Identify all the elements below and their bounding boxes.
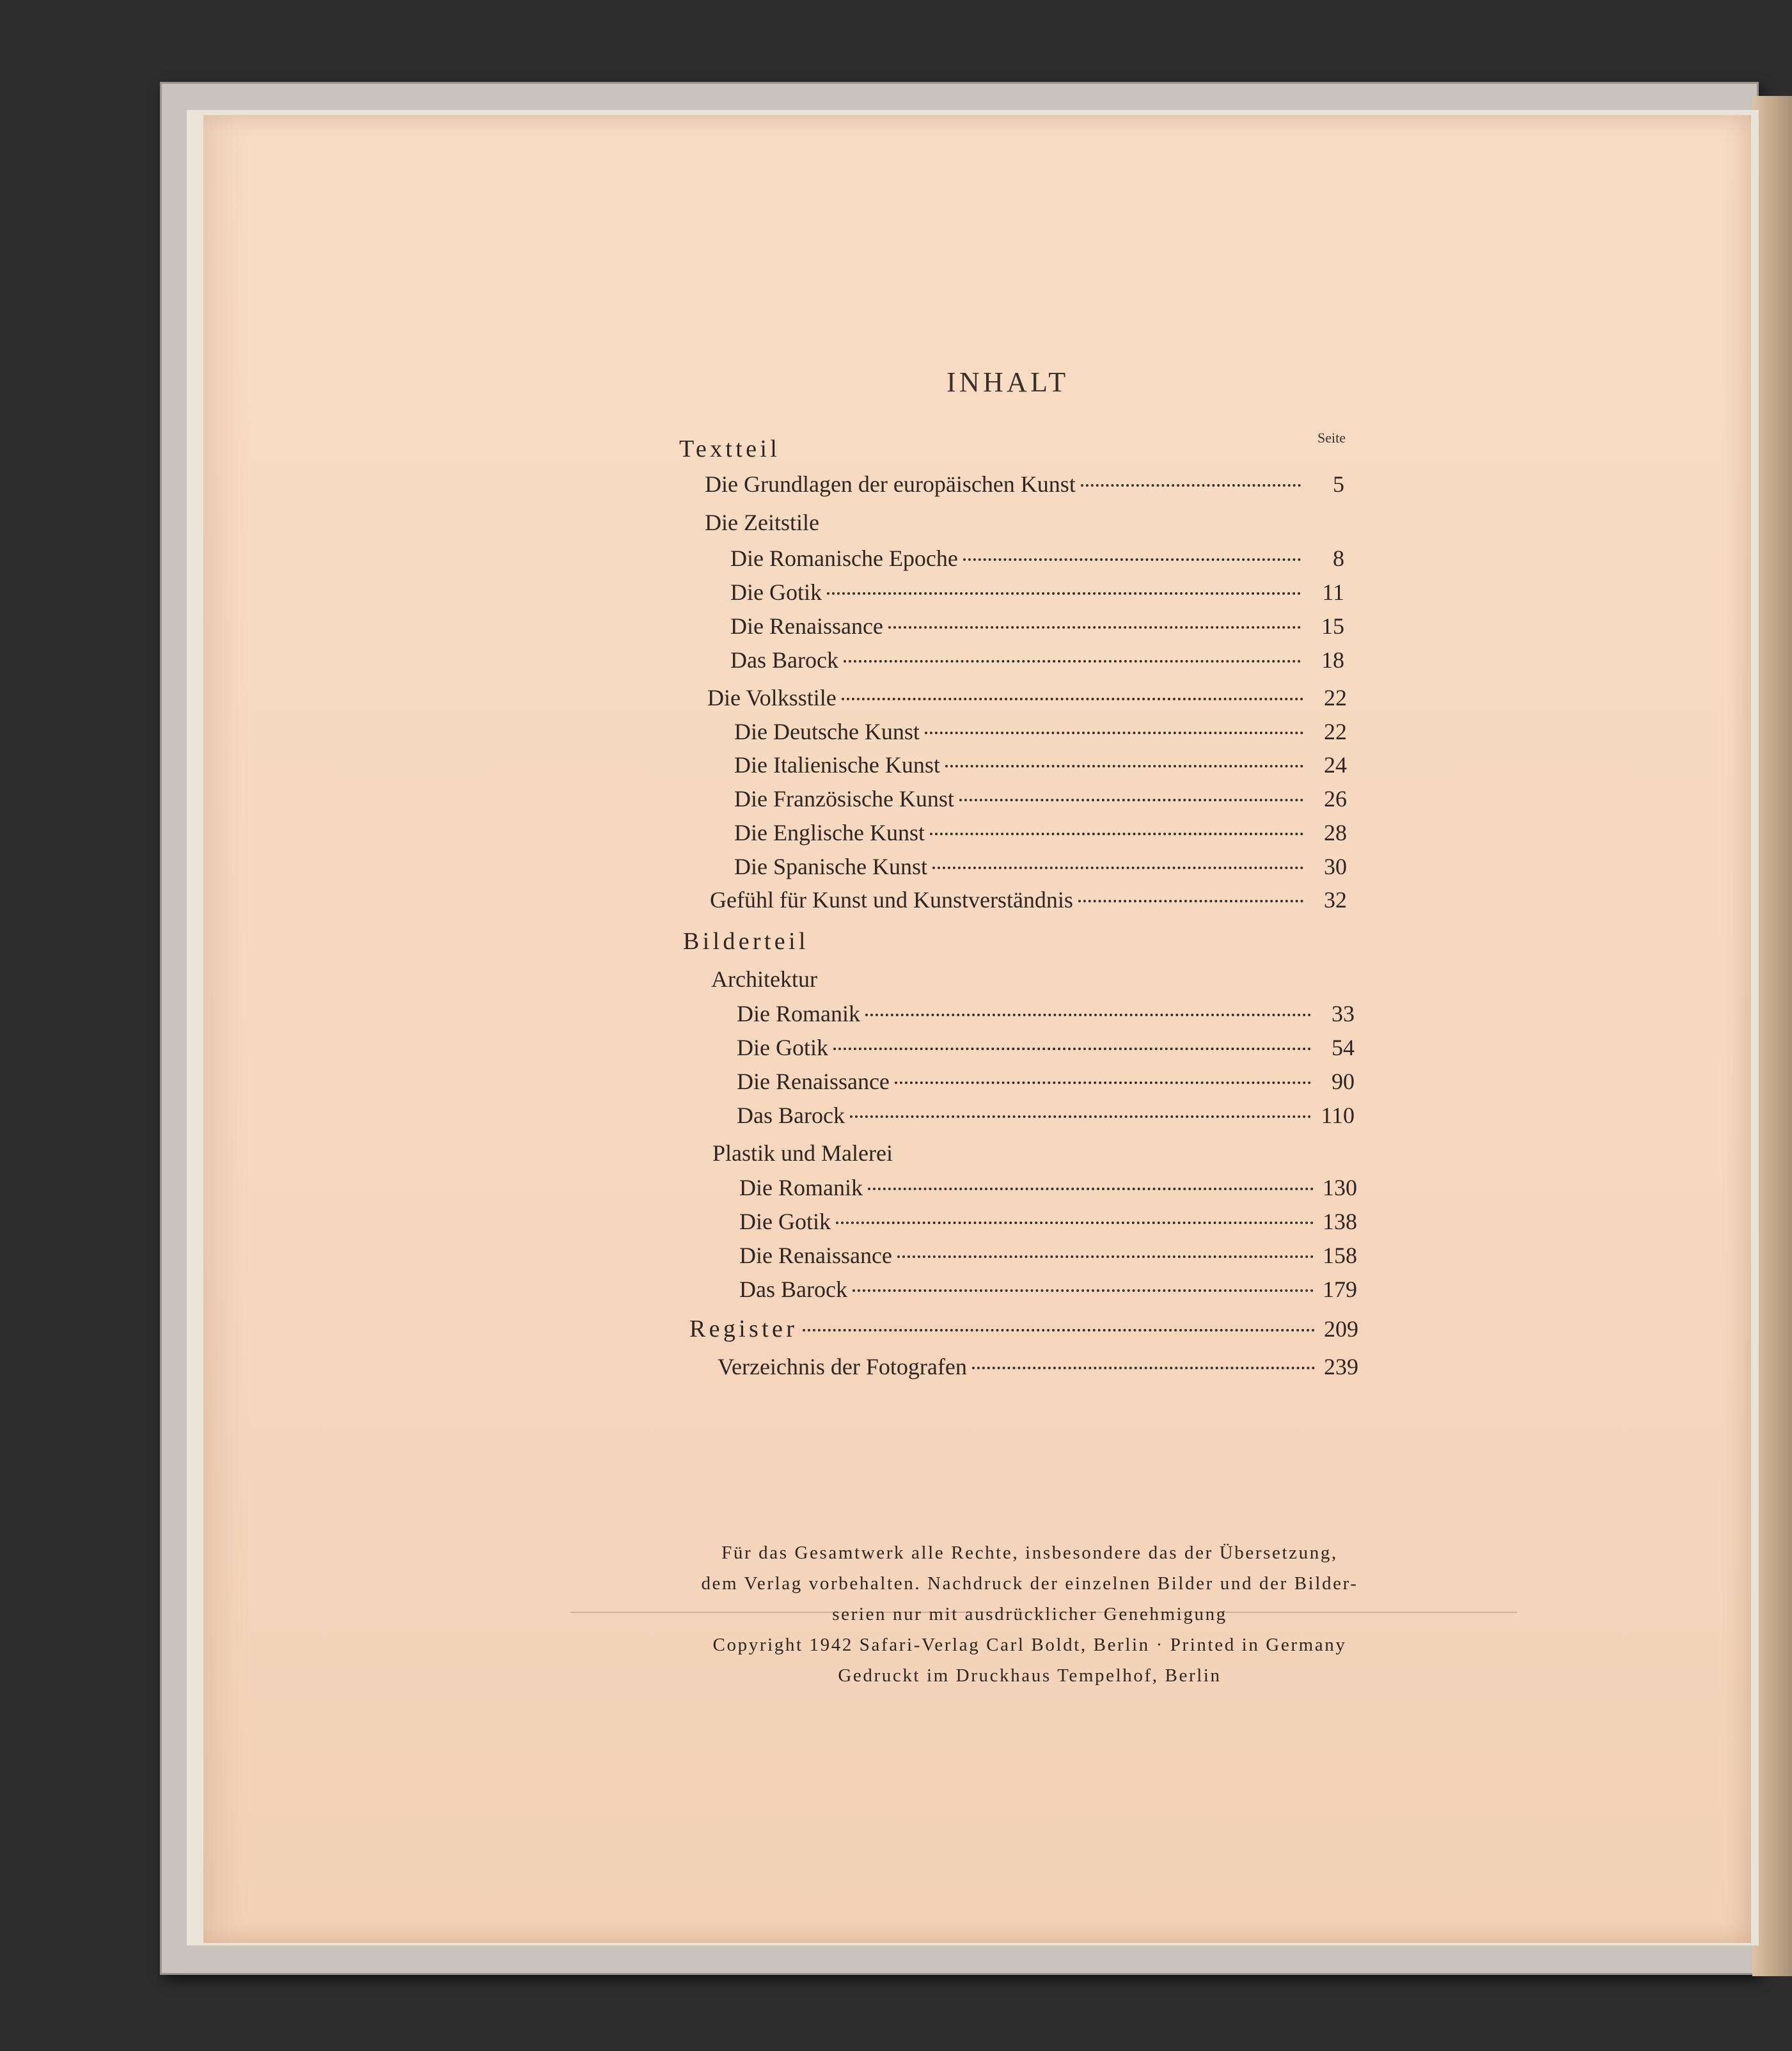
toc-entry (730, 647, 1344, 676)
toc-entry-page: 110 (1321, 1103, 1355, 1128)
toc-entry-page: 11 (1322, 579, 1344, 605)
leader-dots (833, 1048, 1311, 1050)
toc-entry (730, 613, 1344, 642)
leader-dots (897, 1255, 1314, 1258)
toc-entry (730, 579, 1344, 608)
toc-entry-page: 18 (1321, 647, 1344, 673)
toc-entry-page: 22 (1324, 719, 1347, 744)
toc-entry (739, 1276, 1357, 1305)
toc-entry-label: Die Deutsche Kunst (734, 719, 920, 744)
toc-entry-page: 54 (1332, 1035, 1355, 1060)
leader-dots (925, 732, 1303, 734)
toc-entry (734, 853, 1347, 883)
toc-entry-label: Die Gotik (737, 1035, 828, 1060)
leader-dots (930, 833, 1303, 835)
leader-dots (836, 1222, 1314, 1224)
imprint-line: Gedruckt im Druckhaus Tempelhof, Berlin (838, 1665, 1222, 1686)
toc-entry (734, 751, 1347, 781)
toc-entry-page: 5 (1333, 471, 1344, 497)
imprint-line: serien nur mit ausdrücklicher Genehmigung (832, 1604, 1227, 1624)
toc-entry-page: 33 (1332, 1001, 1355, 1026)
toc-entry-page: 15 (1321, 613, 1344, 639)
toc-entry (737, 1034, 1355, 1064)
page-column-header: Seite (1317, 430, 1346, 446)
toc-entry (737, 1068, 1355, 1097)
leader-dots (963, 558, 1301, 561)
leader-dots (895, 1081, 1311, 1084)
leader-dots (959, 799, 1303, 801)
leader-dots (853, 1289, 1314, 1292)
page-title: INHALT (947, 366, 1069, 398)
toc-entry-label: Die Gotik (739, 1209, 831, 1234)
toc-entry (734, 718, 1347, 748)
toc-entry-label: Das Barock (739, 1277, 847, 1302)
toc-entry-page: 30 (1324, 854, 1347, 879)
toc-entry (739, 1242, 1357, 1271)
leader-dots (844, 660, 1301, 663)
toc-entry-page: 158 (1323, 1243, 1357, 1268)
imprint-line: Für das Gesamtwerk alle Rechte, insbesondere das der Übersetzung, (721, 1543, 1338, 1563)
toc-entry-label: Die Renaissance (730, 613, 883, 639)
toc-entry-page: 90 (1332, 1069, 1355, 1094)
leader-dots (945, 765, 1303, 767)
toc-subheading-plastik: Plastik und Malerei (712, 1140, 893, 1166)
toc-entry-label: Die Renaissance (739, 1243, 892, 1268)
toc-entry-page: 209 (1324, 1316, 1358, 1342)
toc-entry-label: Verzeichnis der Fotografen (718, 1354, 967, 1379)
toc-entry (737, 1102, 1355, 1131)
toc-entry (710, 886, 1347, 916)
section-textteil: Textteil (679, 436, 781, 462)
toc-entry-page: 179 (1323, 1277, 1357, 1302)
toc-entry-page: 22 (1324, 685, 1347, 711)
leader-dots (868, 1188, 1314, 1190)
toc-entry-page: 8 (1333, 546, 1344, 571)
toc-entry-page: 239 (1324, 1354, 1358, 1379)
imprint-block (614, 1537, 1445, 1691)
leader-dots (1078, 900, 1303, 902)
toc-entry-label: Die Gotik (730, 579, 822, 605)
toc-entry (737, 1000, 1355, 1030)
leader-dots (842, 698, 1303, 700)
toc-entry-label: Die Renaissance (737, 1069, 890, 1094)
toc-entry-page: 32 (1324, 887, 1347, 913)
toc-entry-label: Das Barock (730, 647, 838, 673)
toc-entry (734, 785, 1347, 815)
toc-entry-label: Gefühl für Kunst und Kunstverständnis (710, 887, 1073, 913)
toc-entry-label: Das Barock (737, 1103, 845, 1128)
toc-entry-page: 26 (1324, 786, 1347, 812)
toc-entry (739, 1174, 1357, 1204)
toc-entry (739, 1208, 1357, 1238)
leader-dots (850, 1115, 1311, 1118)
toc-entry-label: Die Romanische Epoche (730, 546, 958, 571)
toc-entry (730, 545, 1344, 574)
leader-dots (1081, 484, 1301, 487)
toc-entry-label: Die Englische Kunst (734, 820, 925, 845)
toc-entry-label: Register (689, 1316, 798, 1342)
toc-entry (707, 684, 1347, 714)
leader-dots (803, 1329, 1315, 1332)
toc-entry-label: Die Französische Kunst (734, 786, 954, 812)
leader-dots (865, 1014, 1311, 1016)
toc-entry (734, 819, 1347, 849)
toc-entry-label: Die Italienische Kunst (734, 752, 940, 778)
toc-entry-page: 138 (1323, 1209, 1357, 1234)
toc-entry-register (689, 1315, 1358, 1344)
toc-entry-label: Die Volksstile (707, 685, 837, 711)
toc-entry-page: 24 (1324, 752, 1347, 778)
toc-entry-label: Die Spanische Kunst (734, 854, 927, 879)
toc-entry-label: Die Romanik (739, 1175, 863, 1200)
toc-entry-page: 28 (1324, 820, 1347, 845)
toc-entry (705, 471, 1344, 500)
toc-entry-label: Die Romanik (737, 1001, 860, 1026)
section-bilderteil: Bilderteil (683, 928, 809, 955)
imprint-line: Copyright 1942 Safari-Verlag Carl Boldt, Berlin · Printed in Germany (712, 1635, 1347, 1655)
toc-entry-page: 130 (1323, 1175, 1357, 1200)
leader-dots (972, 1367, 1315, 1369)
leader-dots (827, 592, 1301, 595)
toc-entry-label: Die Grundlagen der europäischen Kunst (705, 471, 1076, 497)
toc-entry-fotografen (718, 1353, 1358, 1383)
imprint-line: dem Verlag vorbehalten. Nachdruck der einzelnen Bilder und der Bilder- (701, 1573, 1358, 1594)
leader-dots (888, 626, 1301, 629)
toc-subheading: Die Zeitstile (705, 510, 819, 535)
leader-dots (932, 867, 1303, 869)
toc-subheading-architektur: Architektur (711, 966, 817, 992)
